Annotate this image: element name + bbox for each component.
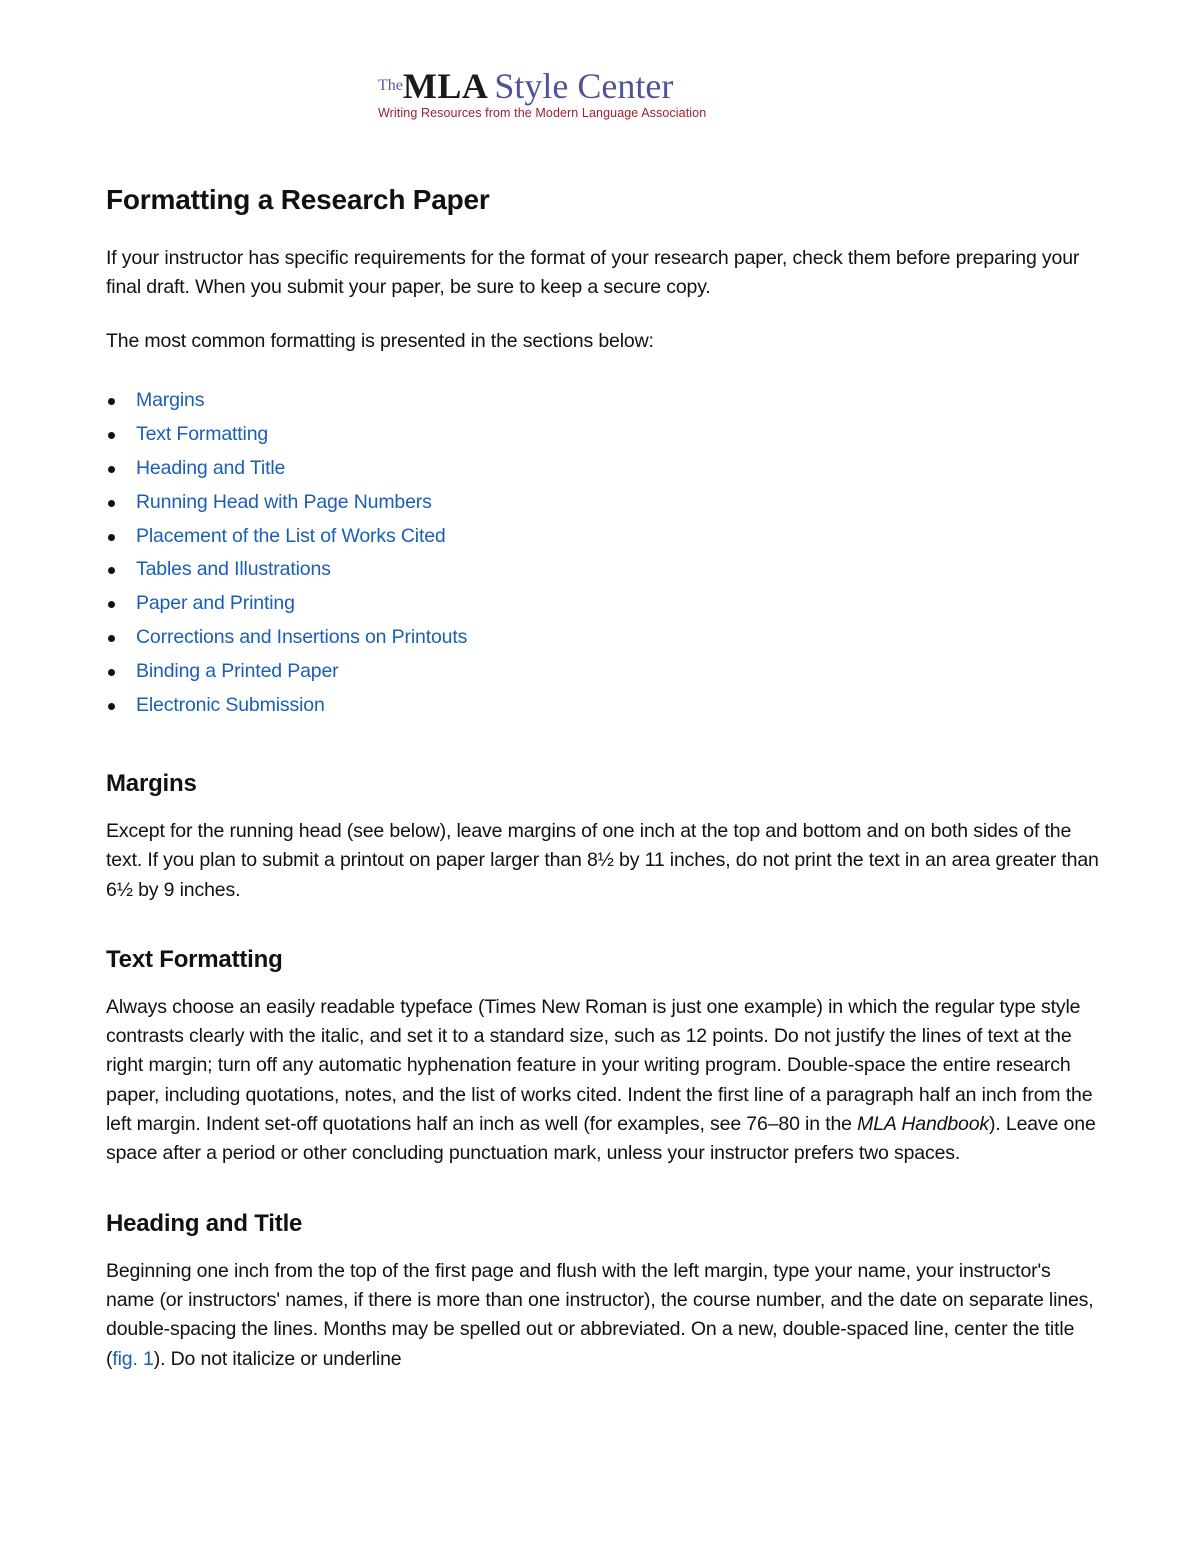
margins-paragraph: Except for the running head (see below), leave margins of one inch at the top and bottom and on both sides of the text. If you plan to submit a printout on paper larger than 8½ by 11 inches, do not print the text in an area greater than 6½ by 9 inches.	[106, 819, 1099, 901]
bullet-icon	[108, 635, 115, 642]
fig-1-link[interactable]: fig. 1	[112, 1347, 154, 1370]
sections-lead: The most common formatting is presented in the sections below:	[106, 329, 654, 352]
margins-heading: Margins	[106, 769, 197, 797]
bullet-icon	[108, 567, 115, 574]
list-item	[106, 452, 1101, 486]
logo-style-center: Style Center	[494, 66, 674, 106]
toc-link-electronic-submission[interactable]: Electronic Submission	[136, 694, 325, 717]
list-item	[106, 587, 1101, 621]
heading-title-heading: Heading and Title	[106, 1209, 303, 1237]
list-item	[106, 655, 1101, 689]
list-item	[106, 689, 1101, 723]
bullet-icon	[108, 703, 115, 710]
heading-title-text-1: Beginning one inch from the top of the first page and flush with the left margin, type your name, your instructor's name (or instructors' names, if there is more than one instructor), the course number, and the date on separate lines, double-spacing the lines. Months may be spelled out or abbreviated. On a new, double-spaced line, center the title (	[106, 1259, 1094, 1370]
bullet-icon	[108, 398, 115, 405]
list-item	[106, 621, 1101, 655]
text-formatting-heading: Text Formatting	[106, 945, 283, 973]
logo-wordmark	[378, 68, 838, 104]
logo-the: The	[378, 77, 403, 94]
bullet-icon	[108, 432, 115, 439]
toc-link-running-head[interactable]: Running Head with Page Numbers	[136, 490, 432, 513]
heading-title-paragraph	[106, 1257, 1101, 1374]
logo-mla: MLA	[402, 66, 489, 106]
list-item	[106, 486, 1101, 520]
list-item	[106, 418, 1101, 452]
toc-link-text-formatting[interactable]: Text Formatting	[136, 422, 269, 445]
toc-link-binding[interactable]: Binding a Printed Paper	[136, 660, 339, 683]
toc-link-tables-illustrations[interactable]: Tables and Illustrations	[136, 558, 331, 581]
bullet-icon	[108, 534, 115, 541]
text-formatting-text-1: Always choose an easily readable typeface (Times New Roman is just one example) in which the regular type style contrasts clearly with the italic, and set it to a standard size, such as 12 points. Do not justify the lines of text at the right margin; turn off any automatic hyphenation feature in your writing program. Double-space the entire research paper, including quotations, notes, and the list of works cited. Indent the first line of a paragraph half an inch from the left margin. Indent set-off quotations half an inch as well (for examples, see 76–80 in the	[106, 995, 1093, 1136]
list-item	[106, 520, 1101, 554]
intro-paragraph: If your instructor has specific requirements for the format of your research paper, check them before preparing your final draft. When you submit your paper, be sure to keep a secure copy.	[106, 247, 1080, 299]
bullet-icon	[108, 601, 115, 608]
bullet-icon	[108, 669, 115, 676]
list-item	[106, 384, 1101, 418]
toc-link-paper-printing[interactable]: Paper and Printing	[136, 592, 295, 615]
text-formatting-paragraph	[106, 993, 1101, 1169]
bullet-icon	[108, 466, 115, 473]
toc-link-margins[interactable]: Margins	[136, 388, 205, 411]
heading-title-text-2: ). Do not italicize or underline	[153, 1347, 402, 1370]
page-title: Formatting a Research Paper	[106, 184, 490, 215]
mla-handbook-title: MLA Handbook	[857, 1113, 990, 1136]
logo-tagline: Writing Resources from the Modern Language Association	[378, 106, 707, 120]
bullet-icon	[108, 500, 115, 507]
toc-link-heading-and-title[interactable]: Heading and Title	[136, 456, 286, 479]
mla-style-center-logo[interactable]	[378, 68, 838, 128]
list-item	[106, 553, 1101, 587]
toc-link-works-cited[interactable]: Placement of the List of Works Cited	[136, 524, 446, 547]
text-formatting-text-2: ). Leave one space after a period or other concluding punctuation mark, unless your instructor prefers two spaces.	[106, 1113, 1096, 1165]
article-content	[106, 180, 1101, 1374]
section-links-list	[106, 384, 1101, 723]
toc-link-corrections[interactable]: Corrections and Insertions on Printouts	[136, 626, 468, 649]
